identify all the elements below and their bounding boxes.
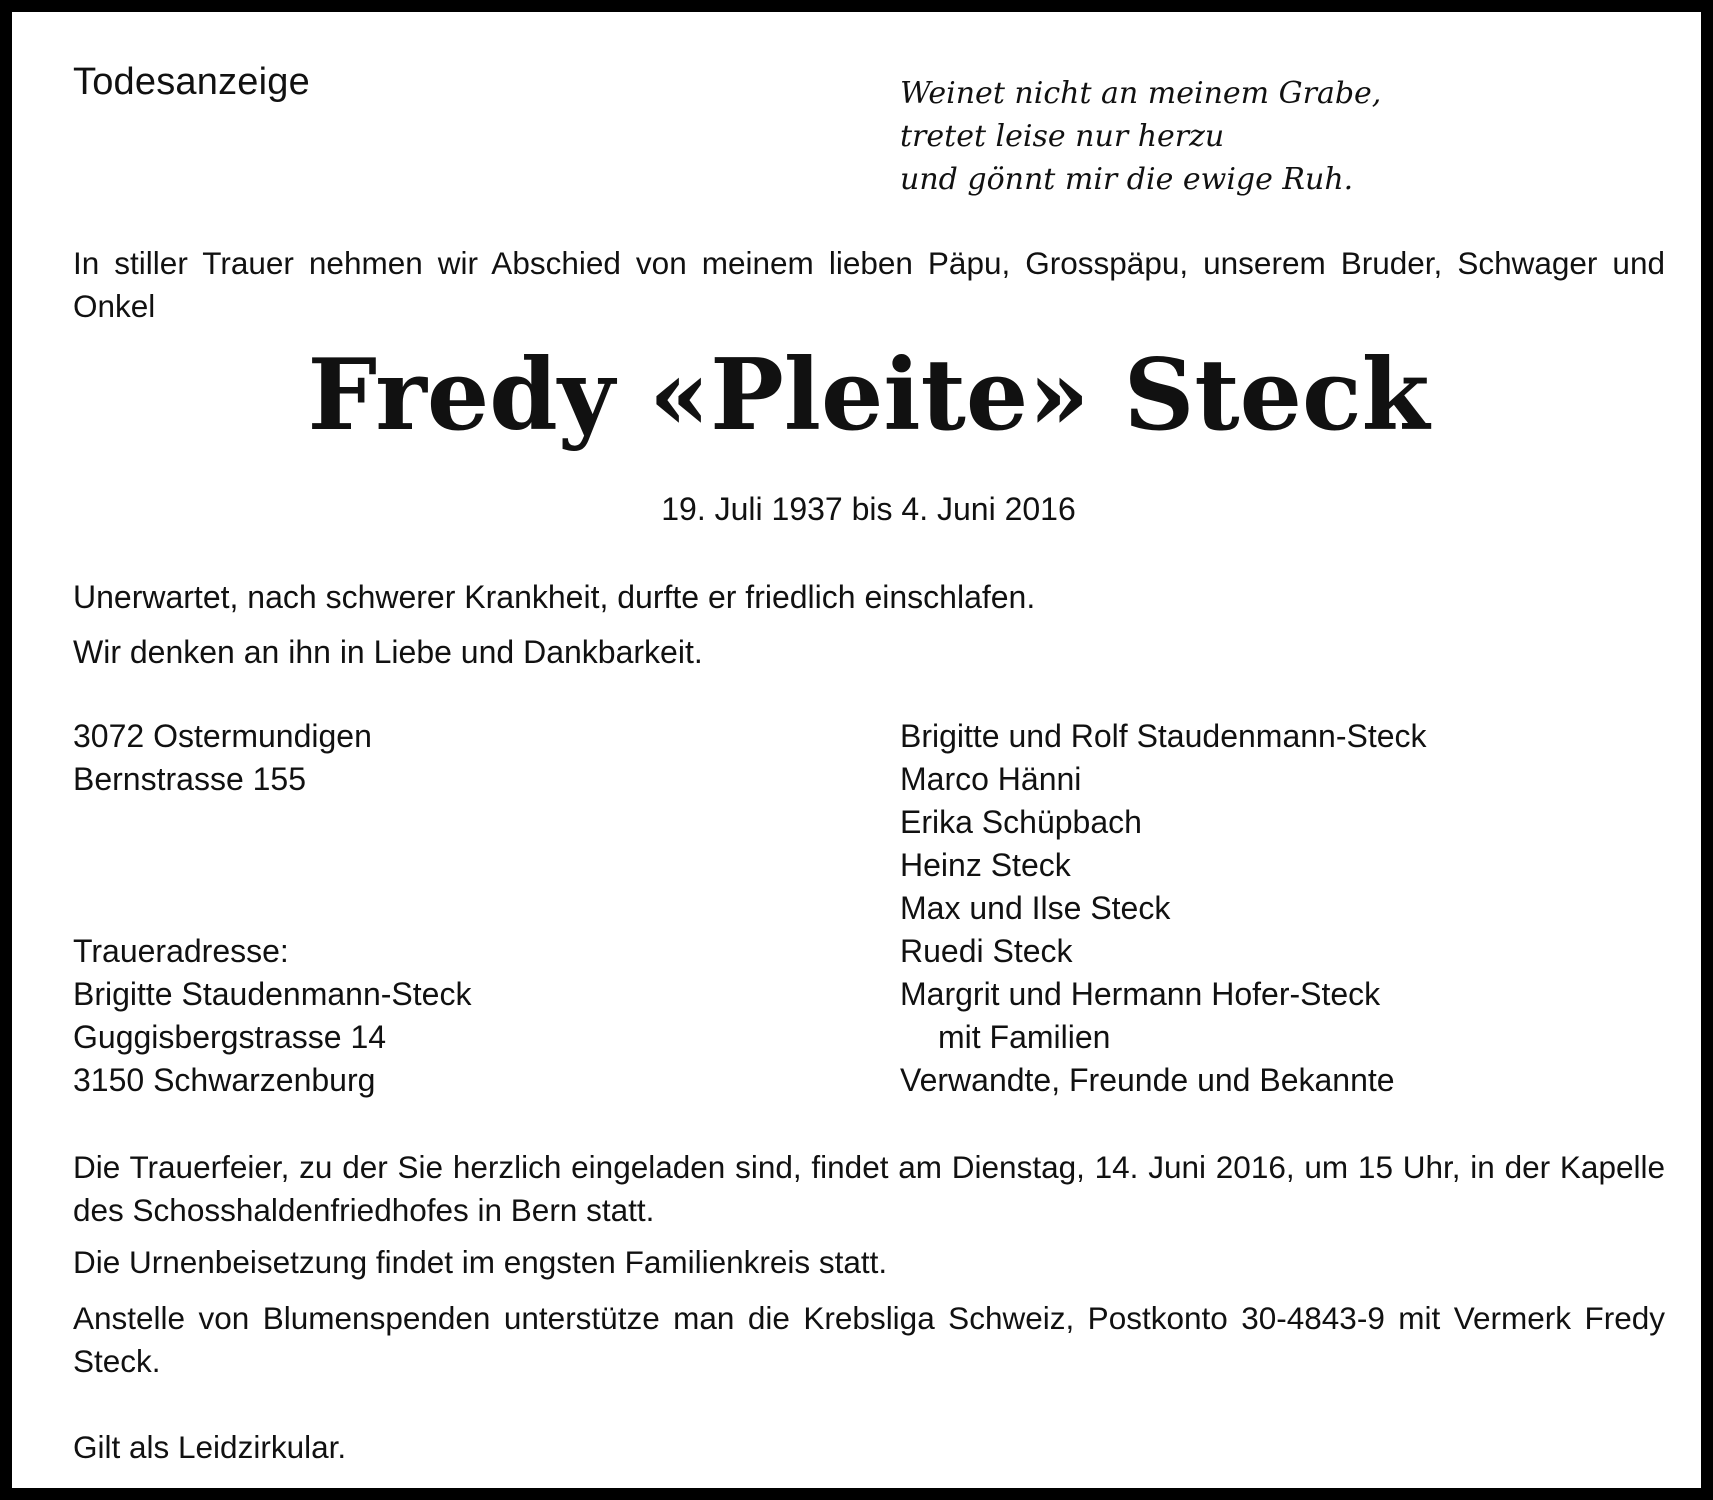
donation-info: Anstelle von Blumenspenden unterstütze man die Krebsliga Schweiz, Postkonto 30-4843-9 mit Vermerk Fredy Steck. — [73, 1300, 1665, 1379]
poem-line: tretet leise nur herzu — [900, 119, 1225, 154]
mourner: Erika Schüpbach — [900, 804, 1142, 840]
mourner: Verwandte, Freunde und Bekannte — [900, 1062, 1395, 1098]
mourner: Marco Hänni — [900, 761, 1082, 797]
mourners-list — [900, 715, 1427, 1102]
poem — [900, 72, 1381, 201]
funeral-info: Die Trauerfeier, zu der Sie herzlich eingeladen sind, findet am Dienstag, 14. Juni 2016, um 15 Uhr, in der Kapelle des Schosshaldenfriedhofes in Bern statt. — [73, 1149, 1665, 1228]
mourner: Margrit und Hermann Hofer-Steck — [900, 976, 1381, 1012]
intro-text: In stiller Trauer nehmen wir Abschied von meinem lieben Päpu, Grosspäpu, unserem Bruder, Schwager und Onkel — [73, 245, 1665, 324]
life-dates: 19. Juli 1937 bis 4. Juni 2016 — [661, 491, 1076, 527]
poem-line: und gönnt mir die ewige Ruh. — [900, 162, 1354, 197]
passing-sentence: Unerwartet, nach schwerer Krankheit, durfte er friedlich einschlafen. — [73, 579, 1036, 615]
urn-info: Die Urnenbeisetzung findet im engsten Familienkreis statt. — [73, 1244, 888, 1280]
address-line: 3150 Schwarzenburg — [73, 1062, 376, 1098]
home-address — [73, 715, 372, 801]
mourner: Max und Ilse Steck — [900, 890, 1171, 926]
address-line: Brigitte Staudenmann-Steck — [73, 976, 472, 1012]
notice-heading: Todesanzeige — [73, 61, 310, 103]
mourning-address-label: Traueradresse: — [73, 933, 289, 969]
mourning-address — [73, 930, 471, 1102]
mourner: Ruedi Steck — [900, 933, 1073, 969]
poem-line: Weinet nicht an meinem Grabe, — [900, 76, 1382, 111]
remembrance-sentence: Wir denken an ihn in Liebe und Dankbarkeit. — [73, 634, 703, 670]
address-line: Guggisbergstrasse 14 — [73, 1019, 387, 1055]
address-line: 3072 Ostermundigen — [73, 718, 372, 754]
deceased-name: Fredy «Pleite» Steck — [307, 338, 1430, 453]
mourner: Brigitte und Rolf Staudenmann-Steck — [900, 718, 1427, 754]
mourner: Heinz Steck — [900, 847, 1071, 883]
mourner: mit Familien — [938, 1019, 1111, 1055]
closing-note: Gilt als Leidzirkular. — [73, 1429, 347, 1465]
address-line: Bernstrasse 155 — [73, 761, 307, 797]
